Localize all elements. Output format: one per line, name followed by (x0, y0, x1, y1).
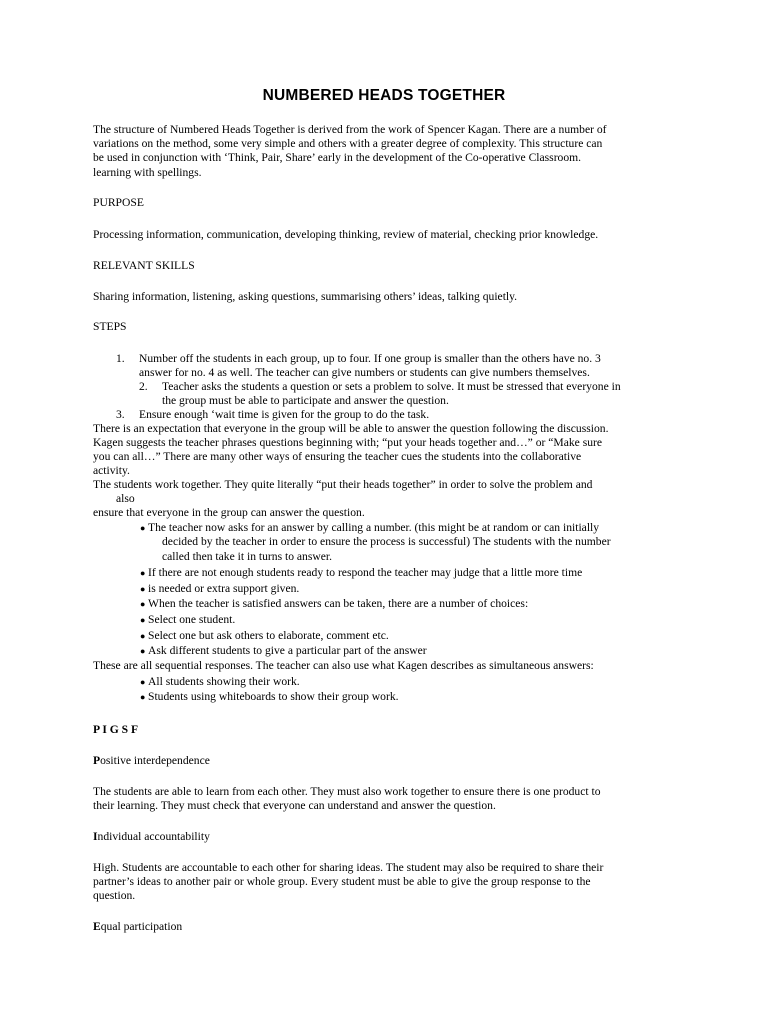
step-number: 3. (116, 408, 125, 421)
answer-bullet-text: decided by the teacher in order to ensure the process is successful) The students with the number (162, 535, 611, 548)
document-title: NUMBERED HEADS TOGETHER (262, 87, 506, 104)
step-text: Number off the students in each group, up to four. If one group is smaller than the others have no. 3 (139, 352, 601, 365)
pigsf-heading: P I G S F (93, 723, 139, 736)
bullet-icon: ● (140, 631, 146, 641)
step-text: answer for no. 4 as well. The teacher can give numbers or students can give numbers themselves. (139, 366, 590, 379)
intro-line: be used in conjunction with ‘Think, Pair, Share’ early in the development of the Co-operative Classroom. (93, 151, 582, 164)
expectation-line: There is an expectation that everyone in the group will be able to answer the question following the discussion. (93, 422, 609, 435)
step-text: Teacher asks the students a question or sets a problem to solve. It must be stressed that everyone in (162, 380, 621, 393)
skills-heading: RELEVANT SKILLS (93, 259, 195, 272)
simultaneous-bullet-text: Students using whiteboards to show their group work. (148, 690, 399, 703)
intro-line: variations on the method, some very simple and others with a greater degree of complexity. This structure can (93, 137, 603, 150)
bullet-icon: ● (140, 615, 146, 625)
step-text: the group must be able to participate and answer the question. (162, 394, 449, 407)
work-together-line: ensure that everyone in the group can answer the question. (93, 506, 365, 519)
bullet-icon: ● (140, 692, 146, 702)
step-text: Ensure enough ‘wait time is given for the group to do the task. (139, 408, 430, 421)
skills-text: Sharing information, listening, asking questions, summarising others’ ideas, talking quietly. (93, 290, 518, 303)
step-number: 1. (116, 352, 125, 365)
answer-bullet-text: The teacher now asks for an answer by calling a number. (this might be at random or can initially (148, 521, 600, 534)
bullet-icon: ● (140, 584, 146, 594)
answer-bullet-text: Ask different students to give a particular part of the answer (148, 644, 427, 657)
expectation-line: activity. (93, 464, 130, 477)
answer-bullet-text: If there are not enough students ready to respond the teacher may judge that a little more time (148, 566, 583, 579)
answer-bullet-text: is needed or extra support given. (148, 582, 300, 595)
individual-text-line: partner’s ideas to another pair or whole group. Every student must be able to give the group response to the (93, 875, 591, 888)
heading-initial: E (93, 920, 101, 933)
individual-text-line: question. (93, 889, 136, 902)
answer-bullet-text: called then take it in turns to answer. (162, 550, 332, 563)
bullet-icon: ● (140, 677, 146, 687)
purpose-heading: PURPOSE (93, 196, 144, 209)
heading-rest: qual participation (100, 920, 183, 933)
heading-rest: ositive interdependence (100, 754, 210, 767)
heading-rest: ndividual accountability (97, 830, 210, 843)
heading-initial: I (93, 830, 98, 843)
bullet-icon: ● (140, 568, 146, 578)
individual-accountability-heading (93, 830, 210, 844)
work-together-line: The students work together. They quite literally “put their heads together” in order to solve the problem and (93, 478, 593, 491)
work-together-line: also (116, 492, 135, 505)
positive-interdependence-heading (93, 754, 210, 768)
intro-line: The structure of Numbered Heads Together is derived from the work of Spencer Kagan. There are a number of (93, 123, 607, 136)
intro-line: learning with spellings. (93, 166, 202, 179)
bullet-icon: ● (140, 599, 146, 609)
steps-heading: STEPS (93, 320, 127, 333)
expectation-line: you can all…” There are many other ways of ensuring the teacher cues the students into the collaborative (93, 450, 582, 463)
bullet-icon: ● (140, 646, 146, 656)
answer-bullet-text: Select one student. (148, 613, 236, 626)
answer-bullet-text: Select one but ask others to elaborate, comment etc. (148, 629, 389, 642)
step-number: 2. (139, 380, 148, 393)
positive-text-line: their learning. They must check that everyone can understand and answer the question. (93, 799, 496, 812)
expectation-line: Kagen suggests the teacher phrases questions beginning with; “put your heads together and…” or “Make sure (93, 436, 603, 449)
answer-bullet-text: When the teacher is satisfied answers can be taken, there are a number of choices: (148, 597, 529, 610)
heading-initial: P (93, 754, 101, 767)
positive-text-line: The students are able to learn from each other. They must also work together to ensure there is one product to (93, 785, 601, 798)
sequential-text: These are all sequential responses. The teacher can also use what Kagen describes as simultaneous answers: (93, 659, 594, 672)
purpose-text: Processing information, communication, developing thinking, review of material, checking prior knowledge. (93, 228, 599, 241)
simultaneous-bullet-text: All students showing their work. (148, 675, 300, 688)
bullet-icon: ● (140, 523, 146, 533)
equal-participation-heading (93, 920, 182, 934)
individual-text-line: High. Students are accountable to each other for sharing ideas. The student may also be required to share their (93, 861, 604, 874)
